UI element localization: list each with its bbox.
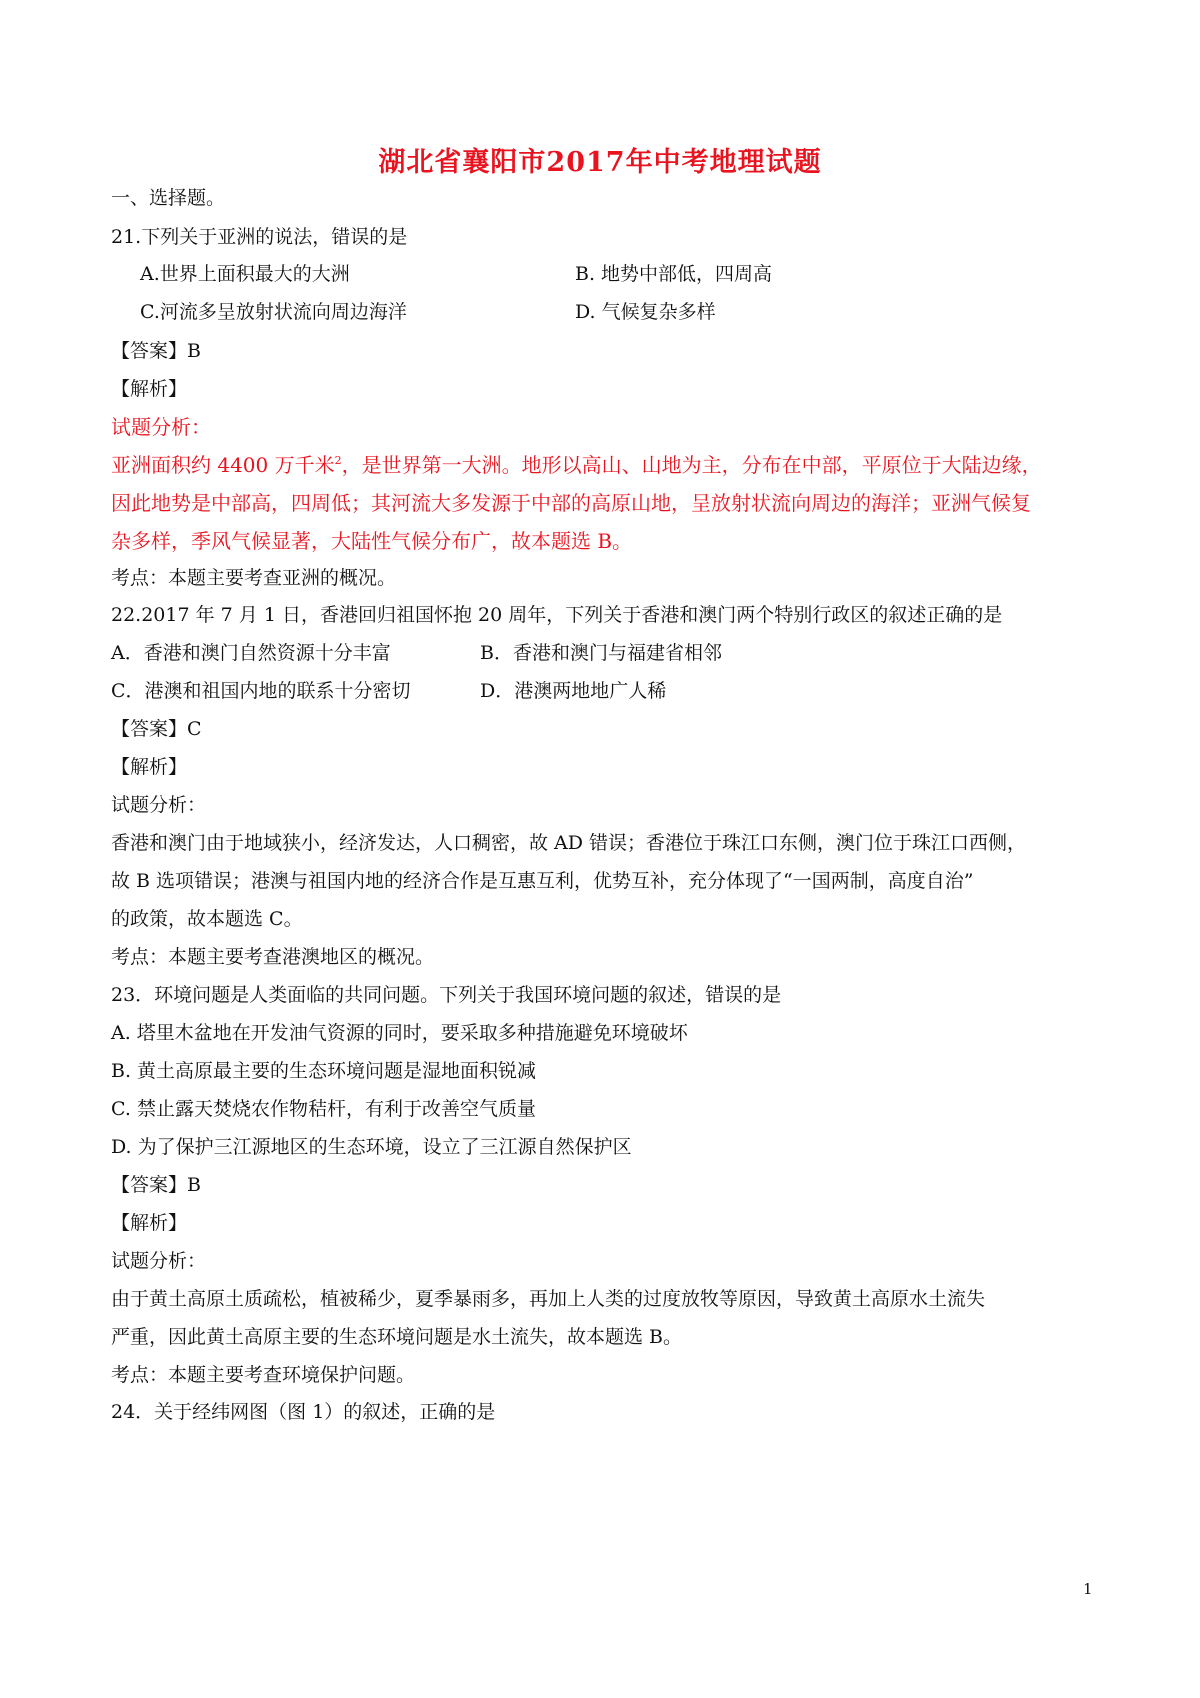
q22-kaodian: 考点：本题主要考查港澳地区的概况。: [111, 946, 435, 968]
q22-option-d: D．港澳两地地广人稀: [480, 680, 667, 702]
q21-analysis-heading: 试题分析：: [111, 415, 211, 439]
q23-option-d: D. 为了保护三江源地区的生态环境，设立了三江源自然保护区: [111, 1136, 632, 1158]
question-22: 22.2017 年 7 月 1 日，香港回归祖国怀抱 20 周年，下列关于香港和澳门两个特别行政区的叙述正确的是: [111, 604, 1003, 626]
q21-analysis-line-3: 杂多样，季风气候显著，大陆性气候分布广，故本题选 B。: [111, 529, 633, 553]
q21-analysis-line-1b: ，是世界第一大洲。地形以高山、山地为主，分布在中部，平原位于大陆边缘，: [341, 453, 1042, 477]
q21-analysis-line-1: [111, 452, 1042, 478]
q23-kaodian: 考点：本题主要考查环境保护问题。: [111, 1364, 416, 1386]
question-23: 23．环境问题是人类面临的共同问题。下列关于我国环境问题的叙述，错误的是: [111, 984, 782, 1006]
q23-option-b: B. 黄土高原最主要的生态环境问题是湿地面积锐减: [111, 1060, 537, 1082]
q22-option-b: B．香港和澳门与福建省相邻: [480, 642, 722, 664]
q21-kaodian: 考点：本题主要考查亚洲的概况。: [111, 567, 397, 589]
q23-option-c: C. 禁止露天焚烧农作物秸杆，有利于改善空气质量: [111, 1098, 536, 1120]
q23-option-a: A. 塔里木盆地在开发油气资源的同时，要采取多种措施避免环境破坏: [111, 1022, 688, 1044]
q22-option-c: C．港澳和祖国内地的联系十分密切: [111, 680, 411, 702]
q21-analysis-line-1a: 亚洲面积约 4400 万千米: [111, 453, 335, 477]
q21-option-c: C.河流多呈放射状流向周边海洋: [140, 301, 407, 323]
q22-analysis-line-3: 的政策，故本题选 C。: [111, 908, 303, 930]
q21-option-a: A.世界上面积最大的大洲: [140, 263, 350, 285]
question-21: 21.下列关于亚洲的说法，错误的是: [111, 226, 408, 248]
q21-answer: 【答案】B: [111, 340, 201, 362]
q22-analysis-line-1: 香港和澳门由于地域狭小，经济发达，人口稠密，故 AD 错误；香港位于珠江口东侧，澳门位于珠江口西侧，: [111, 832, 1027, 854]
page-title: 湖北省襄阳市2017年中考地理试题: [378, 147, 822, 178]
q21-option-d: D. 气候复杂多样: [575, 301, 716, 323]
q21-option-b: B. 地势中部低，四周高: [575, 263, 773, 285]
q23-analysis-label: 【解析】: [111, 1212, 188, 1234]
q23-analysis-line-1: 由于黄土高原土质疏松，植被稀少，夏季暴雨多，再加上人类的过度放牧等原因，导致黄土高原水土流失: [111, 1288, 986, 1310]
question-24: 24．关于经纬网图（图 1）的叙述，正确的是: [111, 1401, 496, 1423]
superscript: 2: [334, 454, 342, 467]
q22-option-a: A．香港和澳门自然资源十分丰富: [111, 642, 391, 664]
q22-analysis-label: 【解析】: [111, 756, 188, 778]
q23-analysis-heading: 试题分析：: [111, 1250, 207, 1272]
q23-answer: 【答案】B: [111, 1174, 201, 1196]
q21-analysis-label: 【解析】: [111, 378, 188, 400]
q22-answer: 【答案】C: [111, 718, 202, 740]
q22-analysis-heading: 试题分析：: [111, 794, 207, 816]
q23-analysis-line-2: 严重，因此黄土高原主要的生态环境问题是水土流失，故本题选 B。: [111, 1326, 683, 1348]
q22-analysis-line-2: 故 B 选项错误；港澳与祖国内地的经济合作是互惠互利，优势互补，充分体现了“一国两制，高度自治”: [111, 870, 974, 892]
section-heading: 一、选择题。: [111, 187, 226, 209]
q21-analysis-line-2: 因此地势是中部高，四周低；其河流大多发源于中部的高原山地，呈放射状流向周边的海洋；亚洲气候复: [111, 491, 1031, 515]
page-number: 1: [1083, 1580, 1093, 1598]
